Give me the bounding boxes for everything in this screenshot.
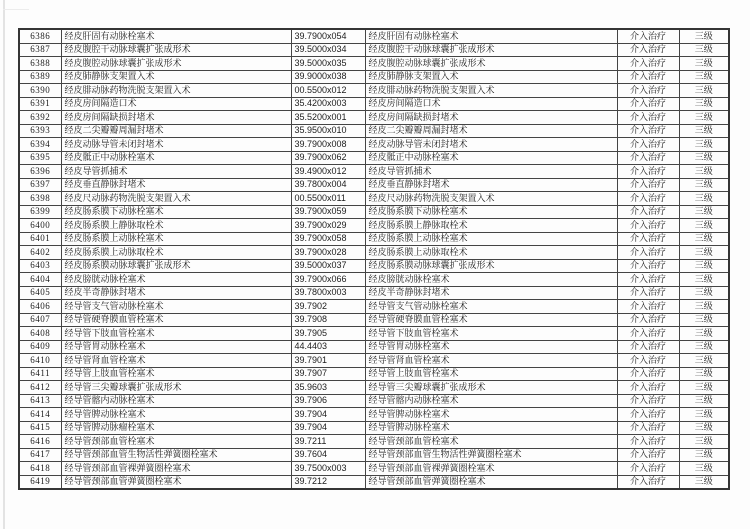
procedure-level: 三级 [679, 435, 729, 449]
procedure-level: 三级 [679, 97, 729, 111]
procedure-level: 三级 [679, 70, 729, 84]
procedure-level: 三级 [679, 219, 729, 233]
procedure-name: 经导管髂内动脉栓塞术 [61, 394, 291, 408]
procedure-name: 经皮腓动脉药物洗脱支架置入术 [61, 84, 291, 98]
table-row [19, 97, 729, 111]
row-index: 6396 [19, 165, 61, 179]
procedure-level: 三级 [679, 205, 729, 219]
procedure-category: 介入治疗 [617, 219, 679, 233]
procedure-category: 介入治疗 [617, 192, 679, 206]
procedure-level: 三级 [679, 408, 729, 422]
row-index: 6406 [19, 300, 61, 314]
procedure-code-table [18, 28, 730, 490]
row-index: 6403 [19, 259, 61, 273]
table-row [19, 367, 729, 381]
row-index: 6390 [19, 84, 61, 98]
procedure-level: 三级 [679, 462, 729, 476]
table-row [19, 435, 729, 449]
procedure-code: 39.7900x058 [291, 232, 365, 246]
procedure-name-duplicate: 经皮房间隔造口术 [365, 97, 617, 111]
scan-edge-artifact [3, 0, 5, 529]
procedure-name-duplicate: 经皮半奇静脉封堵术 [365, 286, 617, 300]
procedure-code: 35.9603 [291, 381, 365, 395]
procedure-category: 介入治疗 [617, 327, 679, 341]
procedure-level: 三级 [679, 394, 729, 408]
procedure-level: 三级 [679, 354, 729, 368]
procedure-code: 39.5000x037 [291, 259, 365, 273]
row-index: 6418 [19, 462, 61, 476]
table-row [19, 381, 729, 395]
procedure-level: 三级 [679, 367, 729, 381]
procedure-name-duplicate: 经皮二尖瓣瓣周漏封堵术 [365, 124, 617, 138]
procedure-name: 经皮肝固有动脉栓塞术 [61, 29, 291, 43]
row-index: 6414 [19, 408, 61, 422]
row-index: 6416 [19, 435, 61, 449]
procedure-name-duplicate: 经导管三尖瓣球囊扩张成形术 [365, 381, 617, 395]
row-index: 6413 [19, 394, 61, 408]
procedure-level: 三级 [679, 259, 729, 273]
procedure-category: 介入治疗 [617, 151, 679, 165]
procedure-name-duplicate: 经导管颈部血管裸弹簧圈栓塞术 [365, 462, 617, 476]
procedure-name: 经导管颈部血管生物活性弹簧圈栓塞术 [61, 448, 291, 462]
procedure-code: 39.9000x038 [291, 70, 365, 84]
procedure-category: 介入治疗 [617, 381, 679, 395]
procedure-name-duplicate: 经导管颈部血管弹簧圈栓塞术 [365, 475, 617, 489]
table-row [19, 138, 729, 152]
procedure-level: 三级 [679, 124, 729, 138]
procedure-code: 44.4403 [291, 340, 365, 354]
procedure-name: 经皮导管抓捕术 [61, 165, 291, 179]
row-index: 6405 [19, 286, 61, 300]
table-row [19, 70, 729, 84]
procedure-name-duplicate: 经皮肠系膜下动脉栓塞术 [365, 205, 617, 219]
procedure-name-duplicate: 经皮腹腔动脉球囊扩张成形术 [365, 57, 617, 71]
procedure-code: 39.7906 [291, 394, 365, 408]
procedure-name: 经皮房间隔造口术 [61, 97, 291, 111]
procedure-code: 39.5000x035 [291, 57, 365, 71]
procedure-name: 经导管脾动脉栓塞术 [61, 408, 291, 422]
procedure-code: 39.7900x029 [291, 219, 365, 233]
procedure-level: 三级 [679, 300, 729, 314]
table-row [19, 205, 729, 219]
procedure-code: 39.7901 [291, 354, 365, 368]
procedure-code: 39.7500x003 [291, 462, 365, 476]
procedure-name: 经导管颈部血管裸弹簧圈栓塞术 [61, 462, 291, 476]
procedure-name: 经皮垂直静脉封堵术 [61, 178, 291, 192]
procedure-name-duplicate: 经皮肠系膜上静脉取栓术 [365, 219, 617, 233]
procedure-category: 介入治疗 [617, 273, 679, 287]
row-index: 6411 [19, 367, 61, 381]
procedure-name-duplicate: 经皮动脉导管未闭封堵术 [365, 138, 617, 152]
table-row [19, 313, 729, 327]
row-index: 6386 [19, 29, 61, 43]
procedure-name: 经导管肾血管栓塞术 [61, 354, 291, 368]
procedure-level: 三级 [679, 421, 729, 435]
procedure-name-duplicate: 经皮膀胱动脉栓塞术 [365, 273, 617, 287]
row-index: 6407 [19, 313, 61, 327]
row-index: 6404 [19, 273, 61, 287]
table-row [19, 340, 729, 354]
table-row [19, 408, 729, 422]
procedure-name: 经导管支气管动脉栓塞术 [61, 300, 291, 314]
procedure-name-duplicate: 经皮腓动脉药物洗脱支架置入术 [365, 84, 617, 98]
procedure-name-duplicate: 经皮尺动脉药物洗脱支架置入术 [365, 192, 617, 206]
procedure-code: 39.7904 [291, 408, 365, 422]
procedure-level: 三级 [679, 178, 729, 192]
procedure-name-duplicate: 经导管肾血管栓塞术 [365, 354, 617, 368]
table-row [19, 111, 729, 125]
procedure-name: 经导管上肢血管栓塞术 [61, 367, 291, 381]
row-index: 6391 [19, 97, 61, 111]
row-index: 6394 [19, 138, 61, 152]
row-index: 6387 [19, 43, 61, 57]
procedure-name-duplicate: 经皮肝固有动脉栓塞术 [365, 29, 617, 43]
procedure-level: 三级 [679, 475, 729, 489]
table-row [19, 29, 729, 43]
row-index: 6398 [19, 192, 61, 206]
procedure-category: 介入治疗 [617, 124, 679, 138]
procedure-code: 39.7902 [291, 300, 365, 314]
table-row [19, 124, 729, 138]
procedure-category: 介入治疗 [617, 354, 679, 368]
procedure-category: 介入治疗 [617, 259, 679, 273]
procedure-level: 三级 [679, 273, 729, 287]
procedure-category: 介入治疗 [617, 138, 679, 152]
table-row [19, 151, 729, 165]
procedure-level: 三级 [679, 340, 729, 354]
table-row [19, 219, 729, 233]
table-row [19, 394, 729, 408]
procedure-name-duplicate: 经导管颈部血管生物活性弹簧圈栓塞术 [365, 448, 617, 462]
procedure-code: 39.7900x008 [291, 138, 365, 152]
procedure-level: 三级 [679, 84, 729, 98]
procedure-category: 介入治疗 [617, 286, 679, 300]
procedure-name: 经导管颈部血管弹簧圈栓塞术 [61, 475, 291, 489]
procedure-code: 39.7900x059 [291, 205, 365, 219]
procedure-level: 三级 [679, 313, 729, 327]
row-index: 6393 [19, 124, 61, 138]
table-row [19, 192, 729, 206]
procedure-name-duplicate: 经皮腹腔干动脉球囊扩张成形术 [365, 43, 617, 57]
row-index: 6415 [19, 421, 61, 435]
procedure-code: 39.5000x034 [291, 43, 365, 57]
procedure-code: 00.5500x012 [291, 84, 365, 98]
procedure-code: 39.4900x012 [291, 165, 365, 179]
table-row [19, 246, 729, 260]
procedure-level: 三级 [679, 246, 729, 260]
procedure-level: 三级 [679, 151, 729, 165]
procedure-level: 三级 [679, 327, 729, 341]
procedure-code: 39.7900x054 [291, 29, 365, 43]
procedure-level: 三级 [679, 111, 729, 125]
row-index: 6412 [19, 381, 61, 395]
procedure-name-duplicate: 经皮肠系膜上动脉栓塞术 [365, 232, 617, 246]
row-index: 6389 [19, 70, 61, 84]
procedure-category: 介入治疗 [617, 340, 679, 354]
procedure-category: 介入治疗 [617, 300, 679, 314]
table-row [19, 259, 729, 273]
table-row [19, 286, 729, 300]
procedure-name: 经皮腹腔干动脉球囊扩张成形术 [61, 43, 291, 57]
procedure-name-duplicate: 经导管支气管动脉栓塞术 [365, 300, 617, 314]
procedure-level: 三级 [679, 448, 729, 462]
procedure-category: 介入治疗 [617, 462, 679, 476]
procedure-level: 三级 [679, 57, 729, 71]
procedure-code: 00.5500x011 [291, 192, 365, 206]
procedure-name: 经导管胃动脉栓塞术 [61, 340, 291, 354]
scan-edge-artifact-top [3, 9, 29, 10]
procedure-name-duplicate: 经导管颈部血管栓塞术 [365, 435, 617, 449]
procedure-category: 介入治疗 [617, 57, 679, 71]
procedure-code: 35.4200x003 [291, 97, 365, 111]
procedure-category: 介入治疗 [617, 205, 679, 219]
procedure-category: 介入治疗 [617, 313, 679, 327]
procedure-category: 介入治疗 [617, 408, 679, 422]
procedure-name-duplicate: 经导管髂内动脉栓塞术 [365, 394, 617, 408]
procedure-category: 介入治疗 [617, 475, 679, 489]
procedure-category: 介入治疗 [617, 394, 679, 408]
procedure-name: 经皮尺动脉药物洗脱支架置入术 [61, 192, 291, 206]
procedure-code: 39.7800x004 [291, 178, 365, 192]
procedure-name: 经皮腹腔动脉球囊扩张成形术 [61, 57, 291, 71]
procedure-category: 介入治疗 [617, 29, 679, 43]
table-row [19, 354, 729, 368]
procedure-name-duplicate: 经导管上肢血管栓塞术 [365, 367, 617, 381]
table-row [19, 165, 729, 179]
procedure-code: 39.7907 [291, 367, 365, 381]
procedure-level: 三级 [679, 29, 729, 43]
procedure-category: 介入治疗 [617, 448, 679, 462]
procedure-level: 三级 [679, 165, 729, 179]
procedure-name: 经皮骶正中动脉栓塞术 [61, 151, 291, 165]
row-index: 6402 [19, 246, 61, 260]
row-index: 6392 [19, 111, 61, 125]
procedure-category: 介入治疗 [617, 111, 679, 125]
procedure-name-duplicate: 经导管下肢血管栓塞术 [365, 327, 617, 341]
procedure-category: 介入治疗 [617, 97, 679, 111]
table-row [19, 327, 729, 341]
procedure-name-duplicate: 经导管胃动脉栓塞术 [365, 340, 617, 354]
procedure-name: 经导管下肢血管栓塞术 [61, 327, 291, 341]
procedure-category: 介入治疗 [617, 43, 679, 57]
row-index: 6388 [19, 57, 61, 71]
row-index: 6400 [19, 219, 61, 233]
procedure-level: 三级 [679, 192, 729, 206]
procedure-code: 39.7211 [291, 435, 365, 449]
table-row [19, 84, 729, 98]
row-index: 6417 [19, 448, 61, 462]
procedure-code: 35.9500x010 [291, 124, 365, 138]
procedure-code: 35.5200x001 [291, 111, 365, 125]
procedure-level: 三级 [679, 43, 729, 57]
table-row [19, 462, 729, 476]
procedure-code: 39.7212 [291, 475, 365, 489]
procedure-code: 39.7904 [291, 421, 365, 435]
procedure-name: 经导管硬脊膜血管栓塞术 [61, 313, 291, 327]
procedure-name-duplicate: 经皮骶正中动脉栓塞术 [365, 151, 617, 165]
procedure-level: 三级 [679, 138, 729, 152]
procedure-name-duplicate: 经皮肠系膜动脉球囊扩张成形术 [365, 259, 617, 273]
procedure-name: 经皮二尖瓣瓣周漏封堵术 [61, 124, 291, 138]
procedure-name: 经导管三尖瓣球囊扩张成形术 [61, 381, 291, 395]
procedure-code: 39.7604 [291, 448, 365, 462]
row-index: 6399 [19, 205, 61, 219]
procedure-code: 39.7908 [291, 313, 365, 327]
procedure-name: 经皮肠系膜上动脉栓塞术 [61, 232, 291, 246]
procedure-name: 经皮膀胱动脉栓塞术 [61, 273, 291, 287]
procedure-name: 经皮肠系膜下动脉栓塞术 [61, 205, 291, 219]
row-index: 6410 [19, 354, 61, 368]
row-index: 6409 [19, 340, 61, 354]
table-row [19, 475, 729, 489]
table-row [19, 178, 729, 192]
table-row [19, 448, 729, 462]
table-row [19, 273, 729, 287]
row-index: 6397 [19, 178, 61, 192]
procedure-code: 39.7900x066 [291, 273, 365, 287]
table-row [19, 421, 729, 435]
procedure-name: 经皮肠系膜上静脉取栓术 [61, 219, 291, 233]
procedure-category: 介入治疗 [617, 84, 679, 98]
procedure-name-duplicate: 经导管脾动脉栓塞术 [365, 408, 617, 422]
row-index: 6401 [19, 232, 61, 246]
procedure-category: 介入治疗 [617, 165, 679, 179]
procedure-name: 经皮半奇静脉封堵术 [61, 286, 291, 300]
procedure-category: 介入治疗 [617, 232, 679, 246]
procedure-category: 介入治疗 [617, 246, 679, 260]
procedure-name: 经皮肺静脉支架置入术 [61, 70, 291, 84]
procedure-name-duplicate: 经皮肺静脉支架置入术 [365, 70, 617, 84]
procedure-category: 介入治疗 [617, 367, 679, 381]
procedure-code: 39.7800x003 [291, 286, 365, 300]
procedure-name: 经皮肠系膜动脉球囊扩张成形术 [61, 259, 291, 273]
procedure-level: 三级 [679, 286, 729, 300]
procedure-name-duplicate: 经导管硬脊膜血管栓塞术 [365, 313, 617, 327]
procedure-category: 介入治疗 [617, 178, 679, 192]
procedure-category: 介入治疗 [617, 421, 679, 435]
procedure-category: 介入治疗 [617, 70, 679, 84]
procedure-name: 经导管颈部血管栓塞术 [61, 435, 291, 449]
procedure-category: 介入治疗 [617, 435, 679, 449]
procedure-name: 经皮肠系膜上动脉取栓术 [61, 246, 291, 260]
table-row [19, 57, 729, 71]
procedure-code: 39.7900x062 [291, 151, 365, 165]
procedure-table-body [19, 29, 729, 489]
procedure-level: 三级 [679, 381, 729, 395]
procedure-name-duplicate: 经皮导管抓捕术 [365, 165, 617, 179]
row-index: 6395 [19, 151, 61, 165]
table-row [19, 232, 729, 246]
procedure-name-duplicate: 经皮房间隔缺损封堵术 [365, 111, 617, 125]
table-row [19, 43, 729, 57]
procedure-name: 经皮动脉导管未闭封堵术 [61, 138, 291, 152]
row-index: 6408 [19, 327, 61, 341]
procedure-name: 经皮房间隔缺损封堵术 [61, 111, 291, 125]
row-index: 6419 [19, 475, 61, 489]
procedure-code: 39.7905 [291, 327, 365, 341]
procedure-name-duplicate: 经皮垂直静脉封堵术 [365, 178, 617, 192]
table-row [19, 300, 729, 314]
procedure-name-duplicate: 经皮肠系膜上动脉取栓术 [365, 246, 617, 260]
procedure-code: 39.7900x028 [291, 246, 365, 260]
procedure-name-duplicate: 经导管脾动脉栓塞术 [365, 421, 617, 435]
procedure-name: 经导管脾动脉瘤栓塞术 [61, 421, 291, 435]
procedure-level: 三级 [679, 232, 729, 246]
